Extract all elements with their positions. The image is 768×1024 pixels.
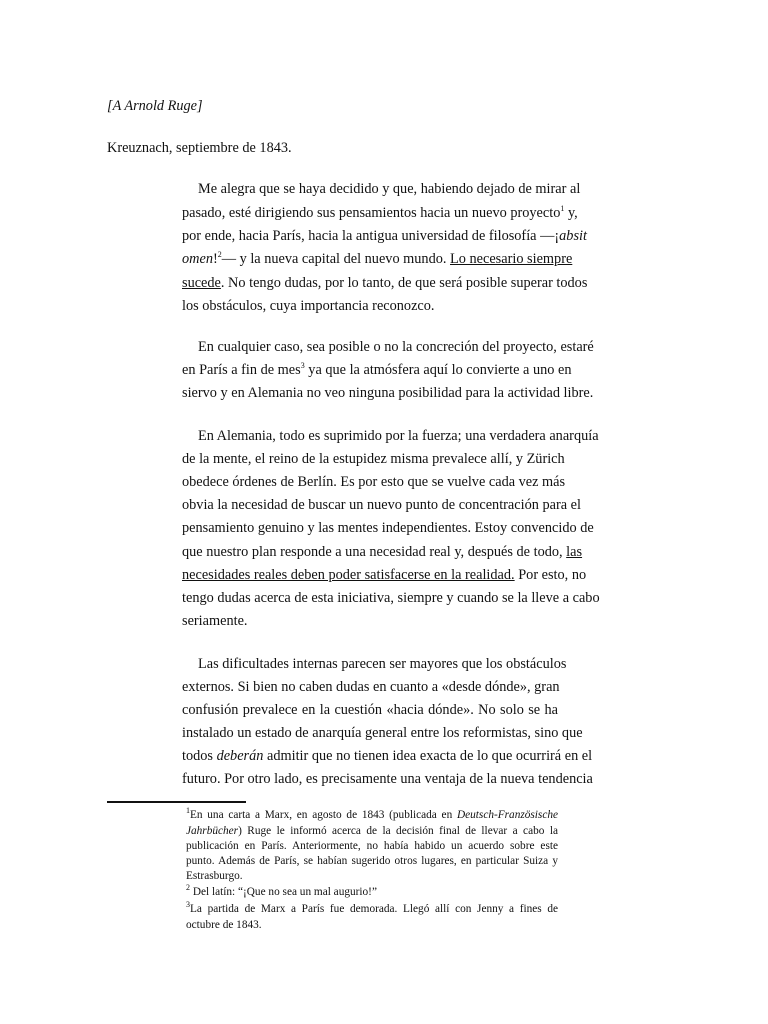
text-run: publicación en París. Anteriormente, no había habido un acuerdo sobre este: [186, 840, 558, 852]
footnote-ref-3: 3: [300, 361, 305, 371]
italic-text: Deutsch-Französische: [456, 809, 558, 821]
letter-heading: [A Arnold Ruge]: [107, 98, 203, 114]
text-run: Me alegra que se haya decidido y que, habiendo dejado de mirar al: [198, 181, 581, 197]
paragraph-line: [182, 566, 587, 584]
paragraph-line: [182, 747, 593, 765]
footnote-separator: [107, 801, 246, 803]
text-run: todos: [182, 748, 217, 764]
paragraph-line: [182, 427, 599, 445]
text-run: En Alemania, todo es suprimido por la fuerza; una verdadera anarquía: [198, 428, 599, 444]
italic-text: absit: [559, 228, 587, 244]
footnote-ref-2: 2: [217, 250, 222, 260]
text-run: pasado, esté dirigiendo sus pensamientos hacia un nuevo proyecto: [182, 205, 561, 221]
text-run: Las dificultades internas parecen ser mayores que los obstáculos: [198, 656, 567, 672]
paragraph-line: [182, 724, 583, 742]
text-run: tengo dudas acerca de esta iniciativa, siempre y cuando se la lleve a cabo: [182, 590, 600, 606]
paragraph-line: [182, 589, 600, 607]
text-run: En una carta a Marx, en agosto de 1843 (publicada en: [190, 809, 457, 821]
text-run: confusión prevalece en la cuestión «hacia dónde». No solo se ha: [182, 702, 558, 718]
text-run: futuro. Por otro lado, es precisamente una ventaja de la nueva tendencia: [182, 771, 593, 787]
footnote-line: [186, 824, 558, 839]
text-run: admitir que no tienen idea exacta de lo que ocurrirá en el: [263, 748, 593, 764]
text-run: instalado un estado de anarquía general entre los reformistas, sino que: [182, 725, 583, 741]
paragraph-line: [182, 361, 572, 379]
footnote-line: [186, 854, 558, 869]
footnote-line: [186, 839, 558, 854]
paragraph-line: [182, 496, 581, 514]
paragraph-line: [182, 297, 558, 315]
text-run: — y la nueva capital del nuevo mundo.: [221, 251, 451, 267]
text-run: obvia la necesidad de buscar un nuevo punto de concentración para el: [182, 497, 581, 513]
paragraph-line: [182, 655, 567, 673]
text-run: Por esto, no: [514, 567, 587, 583]
paragraph-line: [182, 473, 566, 491]
text-run: siervo y en Alemania no veo ninguna posibilidad para la actividad libre.: [182, 385, 594, 401]
italic-text: Jahrbücher: [186, 825, 239, 837]
paragraph-line: [182, 227, 587, 245]
text-run: los obstáculos, cuya importancia reconozco.: [182, 298, 435, 314]
underlined-text: Lo necesario siempre: [450, 251, 573, 267]
text-run: ) Ruge le informó acerca de la decisión final de llevar a cabo la: [238, 825, 558, 837]
paragraph-line: [182, 204, 578, 222]
text-run: pensamiento genuino y las mentes independientes. Estoy convencido de: [182, 520, 594, 536]
paragraph-line: [182, 180, 581, 198]
footnote-ref-1: 1: [560, 204, 565, 214]
text-run: obedece órdenes de Berlín. Es por esto que se vuelve cada vez más: [182, 474, 566, 490]
text-run: . No tengo dudas, por lo tanto, de que será posible superar todos: [220, 275, 588, 291]
text-run: y,: [564, 205, 578, 221]
paragraph-line: [182, 384, 594, 402]
text-run: que nuestro plan responde a una necesidad real y, después de todo,: [182, 544, 567, 560]
footnote-line: [186, 808, 558, 823]
footnote-number: 1: [186, 806, 190, 816]
text-run: por ende, hacia París, hacia la antigua universidad de filosofía —¡: [182, 228, 560, 244]
italic-text: deberán: [216, 748, 264, 764]
footnote-line: [186, 885, 558, 900]
paragraph-line: [182, 678, 558, 696]
underlined-text: sucede: [182, 275, 221, 291]
paragraph-line: [182, 701, 558, 719]
paragraph-line: [182, 450, 565, 468]
text-run: externos. Si bien no caben dudas en cuanto a «desde dónde», gran: [182, 679, 560, 695]
text-run: !: [212, 251, 218, 267]
text-run: Del latín: “¡Que no sea un mal augurio!”: [190, 886, 377, 898]
text-run: punto. Además de París, se habían sugerido otros lugares, en particular Suiza y: [186, 855, 558, 867]
paragraph-line: [182, 274, 588, 292]
text-run: En cualquier caso, sea posible o no la concreción del proyecto, estaré: [198, 339, 594, 355]
paragraph-line: [182, 250, 573, 268]
paragraph-line: [182, 612, 558, 630]
paragraph-line: [182, 338, 594, 356]
footnote-line: [186, 869, 558, 884]
text-run: ya que la atmósfera aquí lo convierte a uno en: [304, 362, 572, 378]
text-run: Estrasburgo.: [186, 870, 243, 882]
paragraph-line: [182, 519, 594, 537]
footnote-line: [186, 902, 558, 917]
text-run: octubre de 1843.: [186, 919, 262, 931]
paragraph-line: [182, 770, 593, 788]
text-run: en París a fin de mes: [182, 362, 301, 378]
letter-dateline: Kreuznach, septiembre de 1843.: [107, 140, 292, 156]
text-run: de la mente, el reino de la estupidez misma prevalece allí, y Zürich: [182, 451, 565, 467]
text-run: seriamente.: [182, 613, 248, 629]
italic-text: omen: [182, 251, 213, 267]
footnote-number: 2: [186, 883, 190, 893]
text-run: La partida de Marx a París fue demorada. Llegó allí con Jenny a fines de: [190, 903, 558, 915]
footnote-number: 3: [186, 900, 190, 910]
underlined-text: las: [566, 544, 583, 560]
underlined-text: necesidades reales deben poder satisfacerse en la realidad.: [182, 567, 515, 583]
paragraph-line: [182, 543, 583, 561]
footnote-line: [186, 918, 558, 933]
